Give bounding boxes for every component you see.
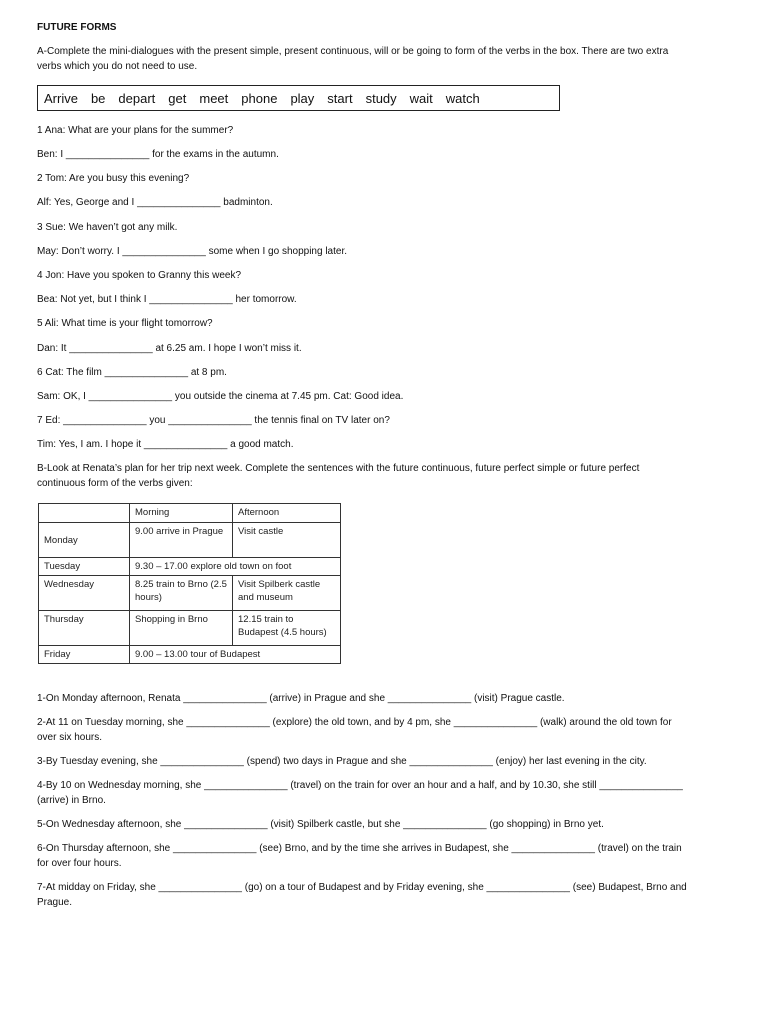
dialogue-line: 2 Tom: Are you busy this evening?: [37, 173, 190, 184]
verb-item: be: [90, 90, 106, 106]
verb-item: study: [365, 90, 397, 106]
verb-item: depart: [118, 90, 156, 106]
exercise-line: 6-On Thursday afternoon, she _______________ (see) Brno, and by the time she arrives in Budapest, she _______________ (travel) on the train: [37, 843, 682, 854]
exercise-line: 1-On Monday afternoon, Renata _______________ (arrive) in Prague and she _______________ (visit) Prague castle.: [37, 693, 565, 704]
table-header-cell: Morning: [130, 504, 233, 523]
exercise-line: for over four hours.: [37, 858, 122, 869]
exercise-line: (arrive) in Brno.: [37, 795, 106, 806]
exercise-line: over six hours.: [37, 732, 103, 743]
page-title: FUTURE FORMS: [37, 22, 117, 33]
table-row: [39, 646, 341, 664]
dialogue-line: Sam: OK, I _______________ you outside the cinema at 7.45 pm. Cat: Good idea.: [37, 391, 404, 402]
section-a-instructions-line-2: verbs which you do not need to use.: [37, 61, 198, 72]
table-header-cell: Afternoon: [233, 504, 341, 523]
table-row: [39, 576, 341, 611]
table-cell: 8.25 train to Brno (2.5 hours): [130, 576, 233, 611]
verb-item: Arrive: [44, 90, 78, 106]
table-cell: 9.00 arrive in Prague: [130, 523, 233, 558]
table-cell-day: Wednesday: [39, 576, 130, 611]
verb-item: wait: [409, 90, 433, 106]
table-cell: 9.30 – 17.00 explore old town on foot: [130, 558, 341, 576]
table-cell-day: Thursday: [39, 611, 130, 646]
dialogue-line: 4 Jon: Have you spoken to Granny this week?: [37, 270, 242, 281]
table-cell-day: Monday: [39, 523, 130, 558]
dialogue-line: May: Don’t worry. I _______________ some when I go shopping later.: [37, 246, 348, 257]
dialogue-line: Bea: Not yet, but I think I _______________ her tomorrow.: [37, 294, 297, 305]
dialogue-line: Tim: Yes, I am. I hope it _______________ a good match.: [37, 439, 294, 450]
table-cell: Visit castle: [233, 523, 341, 558]
table-row: [39, 523, 341, 558]
verb-item: get: [168, 90, 187, 106]
table-cell: Shopping in Brno: [130, 611, 233, 646]
table-header-cell: [39, 504, 130, 523]
section-b-instructions-line-2: continuous form of the verbs given:: [37, 478, 193, 489]
verb-item: start: [327, 90, 353, 106]
verb-item: meet: [199, 90, 229, 106]
table-cell-day: Friday: [39, 646, 130, 664]
section-b-instructions-line-1: B-Look at Renata’s plan for her trip next week. Complete the sentences with the future continuous, future perfect simple or future perfect: [37, 463, 640, 474]
table-cell: Visit Spilberk castle and museum: [233, 576, 341, 611]
dialogue-line: 3 Sue: We haven’t got any milk.: [37, 222, 178, 233]
table-cell: 12.15 train to Budapest (4.5 hours): [233, 611, 341, 646]
exercise-line: Prague.: [37, 897, 73, 908]
dialogue-line: 6 Cat: The film _______________ at 8 pm.: [37, 367, 227, 378]
verb-item: watch: [445, 90, 480, 106]
exercise-line: 5-On Wednesday afternoon, she _______________ (visit) Spilberk castle, but she _______________ (go shopping) in Brno yet.: [37, 819, 604, 830]
dialogue-line: 7 Ed: _______________ you _______________ the tennis final on TV later on?: [37, 415, 390, 426]
dialogue-line: Alf: Yes, George and I _______________ badminton.: [37, 197, 273, 208]
dialogue-line: Ben: I _______________ for the exams in the autumn.: [37, 149, 279, 160]
table-row: [39, 558, 341, 576]
exercise-line: 2-At 11 on Tuesday morning, she _______________ (explore) the old town, and by 4 pm, she _______________ (walk) around the old town for: [37, 717, 672, 728]
section-a-instructions-line-1: A-Complete the mini-dialogues with the present simple, present continuous, will or be going to form of the verbs in the box. There are two extra: [37, 46, 669, 57]
trip-plan-table: [38, 503, 341, 664]
verb-box: [37, 85, 560, 111]
table-row: [39, 611, 341, 646]
exercise-line: 4-By 10 on Wednesday morning, she _______________ (travel) on the train for over an hour and a half, and by 10.30, she still _______________: [37, 780, 683, 791]
exercise-line: 3-By Tuesday evening, she _______________ (spend) two days in Prague and she _______________ (enjoy) her last evening in the city.: [37, 756, 647, 767]
dialogue-line: 1 Ana: What are your plans for the summer?: [37, 125, 234, 136]
verb-item: phone: [241, 90, 278, 106]
exercise-line: 7-At midday on Friday, she _______________ (go) on a tour of Budapest and by Friday evening, she _______________ (see) Budapest, Brno and: [37, 882, 687, 893]
table-cell-day: Tuesday: [39, 558, 130, 576]
dialogue-line: 5 Ali: What time is your flight tomorrow?: [37, 318, 213, 329]
verb-item: play: [290, 90, 315, 106]
table-header-row: [39, 504, 341, 523]
table-cell: 9.00 – 13.00 tour of Budapest: [130, 646, 341, 664]
dialogue-line: Dan: It _______________ at 6.25 am. I hope I won’t miss it.: [37, 343, 302, 354]
